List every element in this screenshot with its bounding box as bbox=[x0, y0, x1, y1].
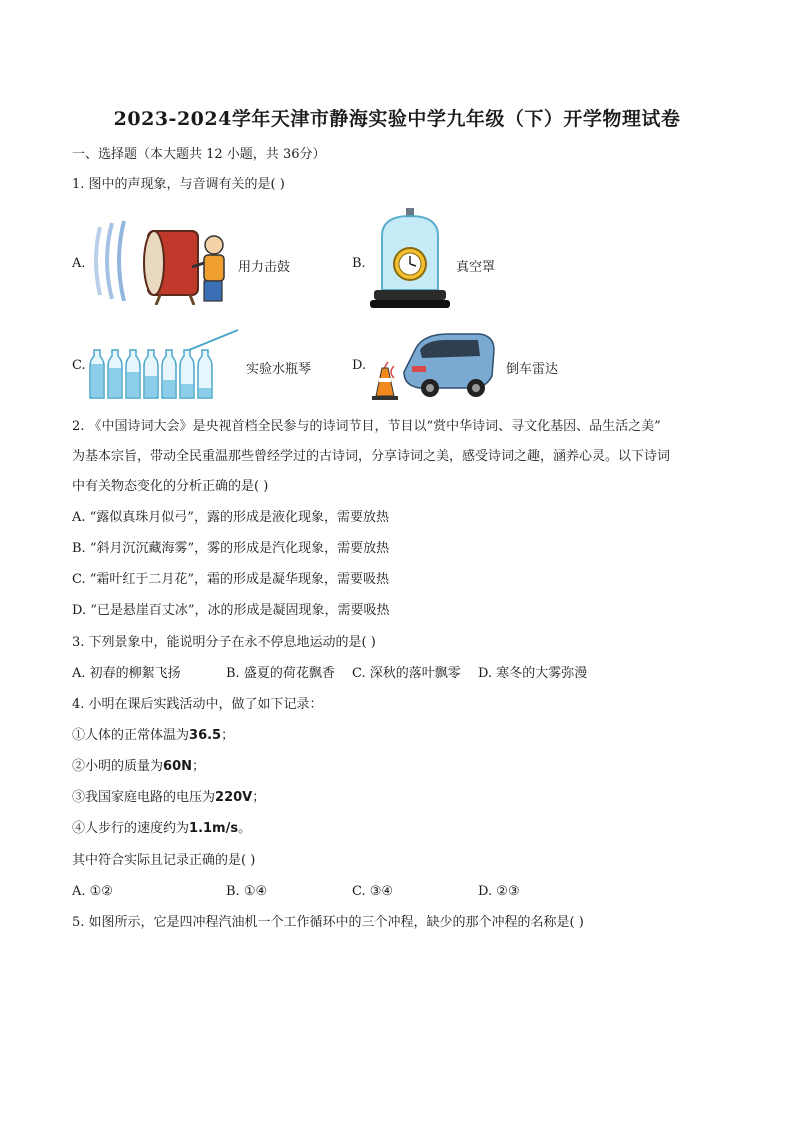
q1-option-d-letter: D. bbox=[352, 358, 367, 373]
q3-option-c: C. 深秋的落叶飘零 bbox=[352, 666, 461, 681]
q4-record-3 bbox=[72, 789, 265, 807]
circled-number-2: ② bbox=[72, 759, 86, 774]
q5-stem: 5. 如图所示，它是四冲程汽油机一个工作循环中的三个冲程，缺少的那个冲程的名称是( ) bbox=[72, 915, 584, 930]
q2-option-a: A. “露似真珠月似弓”，露的形成是液化现象，需要放热 bbox=[72, 510, 389, 525]
q1-option-c-letter: C. bbox=[72, 358, 86, 373]
q4-record-1 bbox=[72, 727, 234, 745]
q3-option-d: D. 寒冬的大雾弥漫 bbox=[478, 666, 588, 681]
q4-record-4 bbox=[72, 820, 251, 838]
q1-option-a-caption: 用力击鼓 bbox=[238, 260, 291, 275]
q4-record-1-value: 36.5 bbox=[189, 728, 222, 743]
q4-record-3-value: 220V bbox=[215, 790, 253, 805]
q4-option-c: C. ③④ bbox=[352, 884, 394, 899]
section-heading: 一、选择题（本大题共 12 小题，共 36分） bbox=[72, 147, 326, 162]
q4-record-1-tail: ； bbox=[221, 728, 235, 743]
q4-record-3-text: 我国家庭电路的电压为 bbox=[85, 790, 216, 805]
q4-question: 其中符合实际且记录正确的是( ) bbox=[72, 853, 256, 868]
water-bottles-figure bbox=[88, 326, 244, 402]
q4-record-1-text: 人体的正常体温为 bbox=[85, 728, 190, 743]
vacuum-jar-figure bbox=[370, 206, 450, 310]
circled-number-3: ③ bbox=[72, 790, 86, 805]
q3-option-b: B. 盛夏的荷花飘香 bbox=[226, 666, 335, 681]
q4-record-4-value: 1.1m/s bbox=[189, 821, 239, 836]
q2-option-b: B. “斜月沉沉藏海雾”，雾的形成是汽化现象，需要放热 bbox=[72, 541, 390, 556]
reversing-car-figure bbox=[368, 328, 498, 402]
q2-stem-line-3: 中有关物态变化的分析正确的是( ) bbox=[72, 479, 269, 494]
q2-stem-line-2: 为基本宗旨，带动全民重温那些曾经学过的古诗词，分享诗词之美，感受诗词之趣，涵养心灵。以下诗词 bbox=[72, 449, 671, 464]
q1-option-b-caption: 真空罩 bbox=[456, 260, 496, 275]
q4-option-d: D. ②③ bbox=[478, 884, 520, 899]
q4-record-2-value: 60N bbox=[163, 759, 193, 774]
q4-option-a: A. ①② bbox=[72, 884, 113, 899]
q1-option-d-caption: 倒车雷达 bbox=[506, 362, 559, 377]
q1-option-b-letter: B. bbox=[352, 256, 366, 271]
drum-figure bbox=[90, 215, 230, 305]
q2-option-d: D. “已是悬崖百丈冰”，冰的形成是凝固现象，需要吸热 bbox=[72, 603, 390, 618]
q2-option-c: C. “霜叶红于二月花”，霜的形成是凝华现象，需要吸热 bbox=[72, 572, 390, 587]
q1-option-a-letter: A. bbox=[72, 256, 86, 271]
q4-record-4-tail: 。 bbox=[238, 821, 252, 836]
q4-record-4-text: 人步行的速度约为 bbox=[85, 821, 190, 836]
q4-record-3-tail: ； bbox=[252, 790, 266, 805]
circled-number-4: ④ bbox=[72, 821, 86, 836]
q3-option-a: A. 初春的柳絮飞扬 bbox=[72, 666, 181, 681]
q4-option-b: B. ①④ bbox=[226, 884, 268, 899]
q4-record-2-text: 小明的质量为 bbox=[85, 759, 164, 774]
sound-wave-icon bbox=[96, 221, 124, 301]
traffic-cone-icon bbox=[372, 368, 398, 400]
exam-title: 2023-2024学年天津市静海实验中学九年级（下）开学物理试卷 bbox=[113, 108, 681, 130]
q1-stem: 1. 图中的声现象，与音调有关的是( ) bbox=[72, 177, 285, 192]
q4-record-2-tail: ； bbox=[192, 759, 206, 774]
q3-stem: 3. 下列景象中，能说明分子在永不停息地运动的是( ) bbox=[72, 635, 376, 650]
q1-option-c-caption: 实验水瓶琴 bbox=[246, 362, 312, 377]
q4-stem: 4. 小明在课后实践活动中，做了如下记录： bbox=[72, 697, 323, 712]
q4-record-2 bbox=[72, 758, 205, 776]
circled-number-1: ① bbox=[72, 728, 86, 743]
q2-stem-line-1: 2. 《中国诗词大会》是央视首档全民参与的诗词节目，节目以“赏中华诗词、寻文化基因、品生活之美” bbox=[72, 419, 661, 434]
